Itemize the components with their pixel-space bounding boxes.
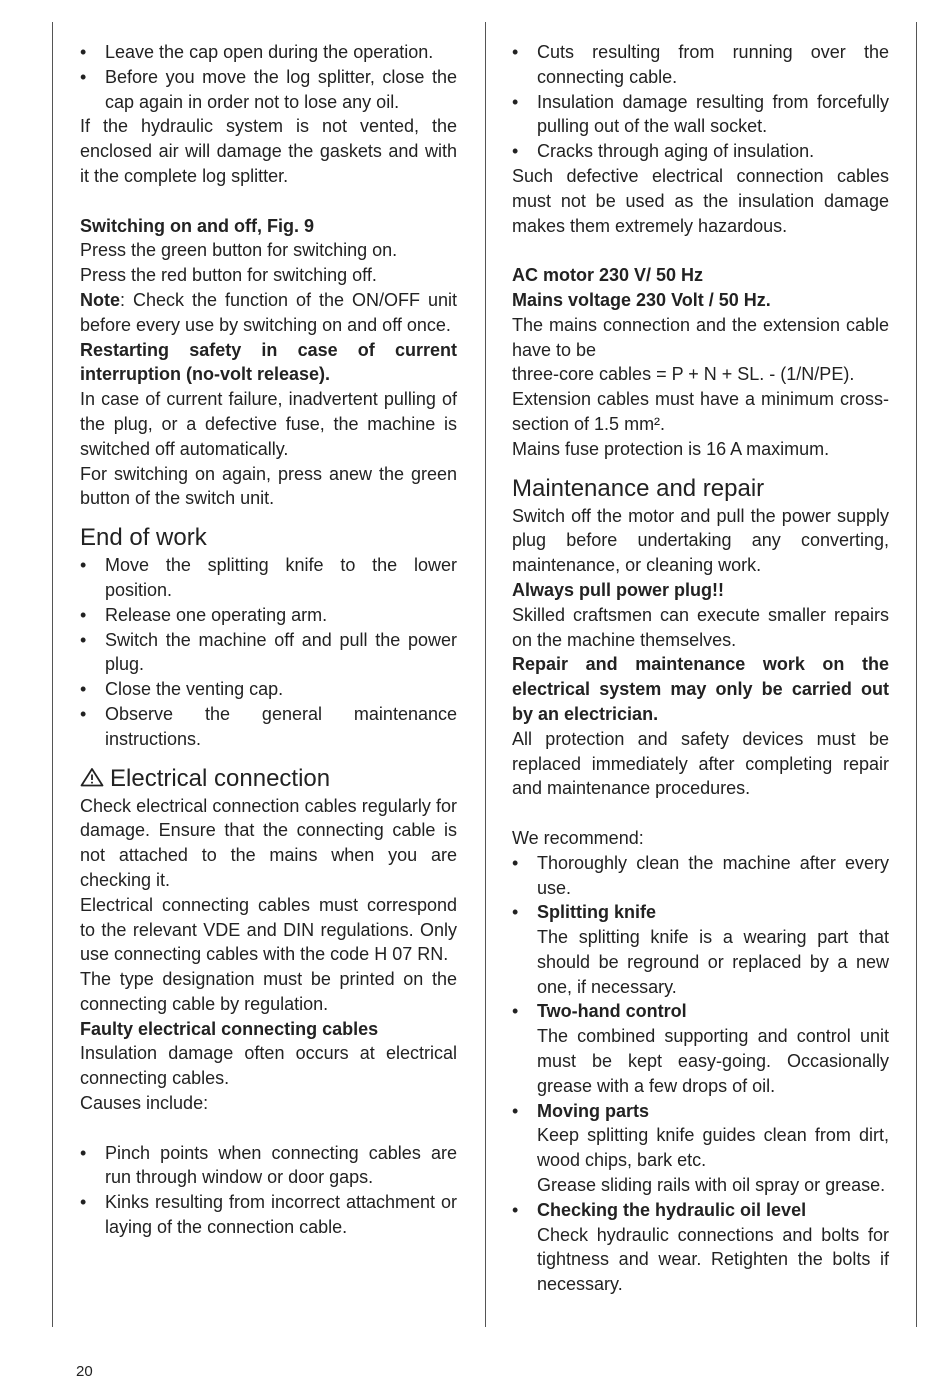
- spacer: [512, 801, 889, 826]
- list-item: [512, 1099, 889, 1198]
- warning-triangle-icon: [80, 767, 104, 787]
- causes-list-continued: [512, 40, 889, 164]
- list-item: • Move the splitting knife to the lower position.: [80, 553, 457, 603]
- electrical-connection-title: Electrical connection: [110, 764, 331, 792]
- restart-text: In case of current failure, inadvertent pulling of the plug, or a defective fuse, the machine is switched off automatically.: [80, 389, 457, 459]
- always-pull-plug-warning: Always pull power plug!!: [512, 579, 725, 600]
- defective-cables-text: Such defective electrical connection cables must not be used as the insulation damage makes them extremely hazardous.: [512, 165, 889, 236]
- maintenance-text-1: Switch off the motor and pull the power supply plug before undertaking any converting, maintenance, or cleaning work.: [512, 505, 889, 576]
- note-paragraph: [80, 288, 457, 338]
- switching-off-text: Press the red button for switching off.: [80, 265, 377, 286]
- end-of-work-list: [80, 553, 457, 751]
- oil-level-title: • Checking the hydraulic oil level: [537, 1199, 807, 1220]
- list-item: • Cracks through aging of insulation.: [512, 139, 889, 164]
- mains-text-4: Mains fuse protection is 16 A maximum.: [512, 438, 830, 459]
- motor-heading: AC motor 230 V/ 50 Hz: [512, 265, 704, 286]
- list-item: • Leave the cap open during the operation.: [80, 40, 457, 65]
- maintenance-heading: Maintenance and repair: [512, 474, 765, 502]
- page-number: 20: [76, 1363, 93, 1380]
- maintenance-text-2: Skilled craftsmen can execute smaller repairs on the machine themselves.: [512, 604, 889, 650]
- list-item: • Insulation damage resulting from forcefully pulling out of the wall socket.: [512, 90, 889, 140]
- splitting-knife-text: The splitting knife is a wearing part that should be reground or replaced by a new one, if necessary.: [537, 927, 889, 997]
- switching-on-text: Press the green button for switching on.: [80, 240, 398, 261]
- moving-parts-text-2: Grease sliding rails with oil spray or grease.: [537, 1175, 886, 1196]
- cap-note: If the hydraulic system is not vented, the enclosed air will damage the gaskets and with it the complete log splitter.: [80, 116, 457, 186]
- note-text: : Check the function of the ON/OFF unit before every use by switching on and off once.: [80, 289, 457, 335]
- list-item: [512, 900, 889, 999]
- end-of-work-heading: End of work: [80, 524, 207, 552]
- recommendation-list: [512, 851, 889, 1297]
- mains-text-2: three-core cables = P + N + SL. - (1/N/PE).: [512, 364, 855, 385]
- right-border-rule: [916, 22, 917, 1327]
- list-item: • Observe the general maintenance instructions.: [80, 702, 457, 752]
- mains-voltage-heading: Mains voltage 230 Volt / 50 Hz.: [512, 289, 771, 310]
- spacer: [80, 1116, 457, 1141]
- maintenance-text-3: All protection and safety devices must be replaced immediately after completing repair and maintenance procedures.: [512, 728, 889, 799]
- list-item: • Thoroughly clean the machine after every use.: [512, 851, 889, 901]
- causes-list: [80, 1141, 457, 1240]
- electrical-connection-heading: [80, 764, 457, 794]
- two-hand-control-text: The combined supporting and control unit must be kept easy-going. Occasionally grease with a few drops of oil.: [537, 1026, 889, 1096]
- two-hand-control-title: • Two-hand control: [537, 1001, 687, 1022]
- recommend-label: We recommend:: [512, 827, 644, 848]
- list-item: • Release one operating arm.: [80, 603, 457, 628]
- spacer: [80, 511, 457, 523]
- faulty-cables-text: Insulation damage often occurs at electrical connecting cables.: [80, 1043, 457, 1089]
- list-item: • Pinch points when connecting cables are run through window or door gaps.: [80, 1141, 457, 1191]
- switching-heading: Switching on and off, Fig. 9: [80, 215, 314, 236]
- note-label: Note: [80, 289, 120, 310]
- spacer: [512, 462, 889, 474]
- electrical-text-1: Check electrical connection cables regularly for damage. Ensure that the connecting cable is not attached to the mains when you are checking it.: [80, 795, 457, 890]
- oil-level-text: Check hydraulic connections and bolts for tightness and wear. Retighten the bolts if necessary.: [537, 1224, 889, 1295]
- restart-heading: Restarting safety in case of current interruption (no-volt release).: [80, 339, 457, 385]
- column-divider: [485, 22, 486, 1327]
- spacer: [80, 189, 457, 214]
- electrical-text-3: The type designation must be printed on the connecting cable by regulation.: [80, 969, 457, 1014]
- spacer: [80, 752, 457, 764]
- causes-label: Causes include:: [80, 1093, 209, 1114]
- list-item: • Switch the machine off and pull the power plug.: [80, 628, 457, 678]
- electrician-warning: Repair and maintenance work on the electrical system may only be carried out by an electrician.: [512, 654, 889, 724]
- left-border-rule: [52, 22, 53, 1327]
- right-column: [512, 40, 889, 1297]
- list-item: • Close the venting cap.: [80, 677, 457, 702]
- moving-parts-text-1: Keep splitting knife guides clean from dirt, wood chips, bark etc.: [537, 1125, 889, 1171]
- mains-text-1: The mains connection and the extension cable have to be: [512, 314, 889, 360]
- list-item: • Before you move the log splitter, close the cap again in order not to lose any oil.: [80, 65, 457, 115]
- spacer: [512, 238, 889, 263]
- restart-again-text: For switching on again, press anew the green button of the switch unit.: [80, 463, 457, 509]
- moving-parts-title: • Moving parts: [537, 1100, 650, 1121]
- list-item: • Cuts resulting from running over the connecting cable.: [512, 40, 889, 90]
- list-item: [512, 999, 889, 1098]
- left-column: [80, 40, 457, 1240]
- mains-text-3: Extension cables must have a minimum cross-section of 1.5 mm².: [512, 389, 889, 434]
- list-item: [512, 1198, 889, 1297]
- list-item: • Kinks resulting from incorrect attachment or laying of the connection cable.: [80, 1190, 457, 1240]
- cap-list: [80, 40, 457, 114]
- splitting-knife-title: • Splitting knife: [537, 902, 656, 923]
- electrical-text-2: Electrical connecting cables must correspond to the relevant VDE and DIN regulations. Only use connecting cables with the code H 07 RN.: [80, 894, 457, 965]
- faulty-cables-heading: Faulty electrical connecting cables: [80, 1018, 379, 1039]
